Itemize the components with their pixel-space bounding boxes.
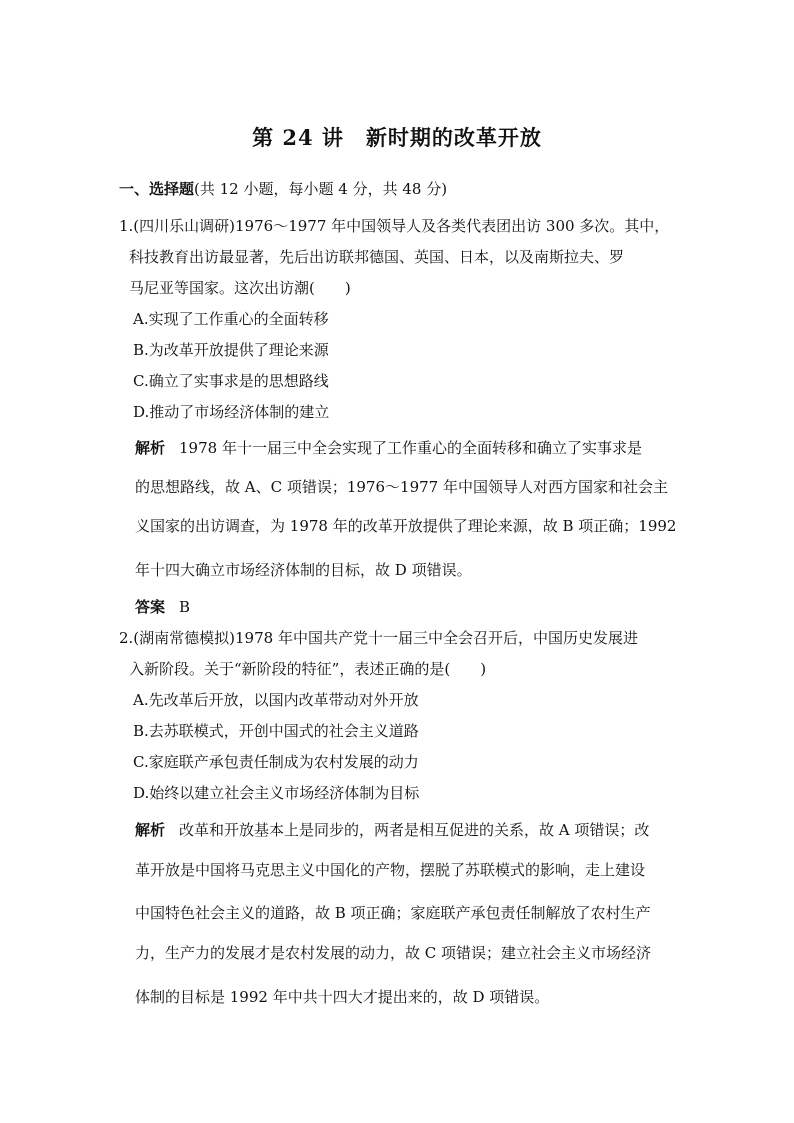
question-1-option-a: A.实现了工作重心的全面转移 xyxy=(133,310,329,328)
question-2-option-a: A.先改革后开放，以国内改革带动对外开放 xyxy=(133,691,419,709)
page-title xyxy=(0,122,794,152)
analysis-label: 解析 xyxy=(135,821,166,839)
section-heading xyxy=(119,178,447,199)
section-note: (共 12 小题，每小题 4 分，共 48 分) xyxy=(194,180,448,198)
question-1-option-b: B.为改革开放提供了理论来源 xyxy=(133,341,329,359)
question-1-option-d: D.推动了市场经济体制的建立 xyxy=(133,403,330,421)
question-2-analysis-line-2: 革开放是中国将马克思主义中国化的产物，摆脱了苏联模式的影响，走上建设 xyxy=(135,861,646,879)
lesson-title: 新时期的改革开放 xyxy=(365,125,542,150)
lesson-number: 第 24 讲 xyxy=(252,125,344,150)
question-2-option-c: C.家庭联产承包责任制成为农村发展的动力 xyxy=(133,753,419,771)
question-1-analysis-line-2: 的思想路线，故 A、C 项错误；1976～1977 年中国领导人对西方国家和社会主 xyxy=(135,478,668,496)
question-1-analysis-line-3: 义国家的出访调查，为 1978 年的改革开放提供了理论来源，故 B 项正确；1992 xyxy=(135,517,677,535)
question-1-answer xyxy=(135,597,190,617)
question-1-stem-line-3: 马尼亚等国家。这次出访潮( ) xyxy=(129,279,351,297)
question-2-analysis-line-3: 中国特色社会主义的道路，故 B 项正确；家庭联产承包责任制解放了农村生产 xyxy=(135,904,651,922)
question-2-stem-line-1: 2.(湖南常德模拟)1978 年中国共产党十一届三中全会召开后，中国历史发展进 xyxy=(119,629,638,647)
question-1-stem-line-2: 科技教育出访最显著，先后出访联邦德国、英国、日本，以及南斯拉夫、罗 xyxy=(129,248,625,266)
question-2-option-b: B.去苏联模式，开创中国式的社会主义道路 xyxy=(133,722,419,740)
answer-label: 答案 xyxy=(135,598,166,616)
analysis-label: 解析 xyxy=(135,439,166,457)
question-2-stem-line-2: 入新阶段。关于“新阶段的特征”，表述正确的是( ) xyxy=(129,660,487,678)
question-1-analysis-line-4: 年十四大确立市场经济体制的目标，故 D 项错误。 xyxy=(135,561,472,579)
question-1-analysis-line-1: 解析 1978 年十一届三中全会实现了工作重心的全面转移和确立了实事求是 xyxy=(135,439,642,457)
answer-value: B xyxy=(179,598,191,616)
question-1-option-c: C.确立了实事求是的思想路线 xyxy=(133,372,329,390)
question-2-analysis-line-1: 解析 改革和开放基本上是同步的，两者是相互促进的关系，故 A 项错误；改 xyxy=(135,821,650,839)
question-2-analysis-line-5: 体制的目标是 1992 年中共十四大才提出来的，故 D 项错误。 xyxy=(135,988,550,1006)
section-title: 一、选择题 xyxy=(119,180,195,198)
question-1-stem-line-1: 1.(四川乐山调研)1976～1977 年中国领导人及各类代表团出访 300 多次。其中， xyxy=(119,217,670,235)
question-2-option-d: D.始终以建立社会主义市场经济体制为目标 xyxy=(133,784,420,802)
question-2-analysis-line-4: 力，生产力的发展才是农村发展的动力，故 C 项错误；建立社会主义市场经济 xyxy=(135,944,652,962)
